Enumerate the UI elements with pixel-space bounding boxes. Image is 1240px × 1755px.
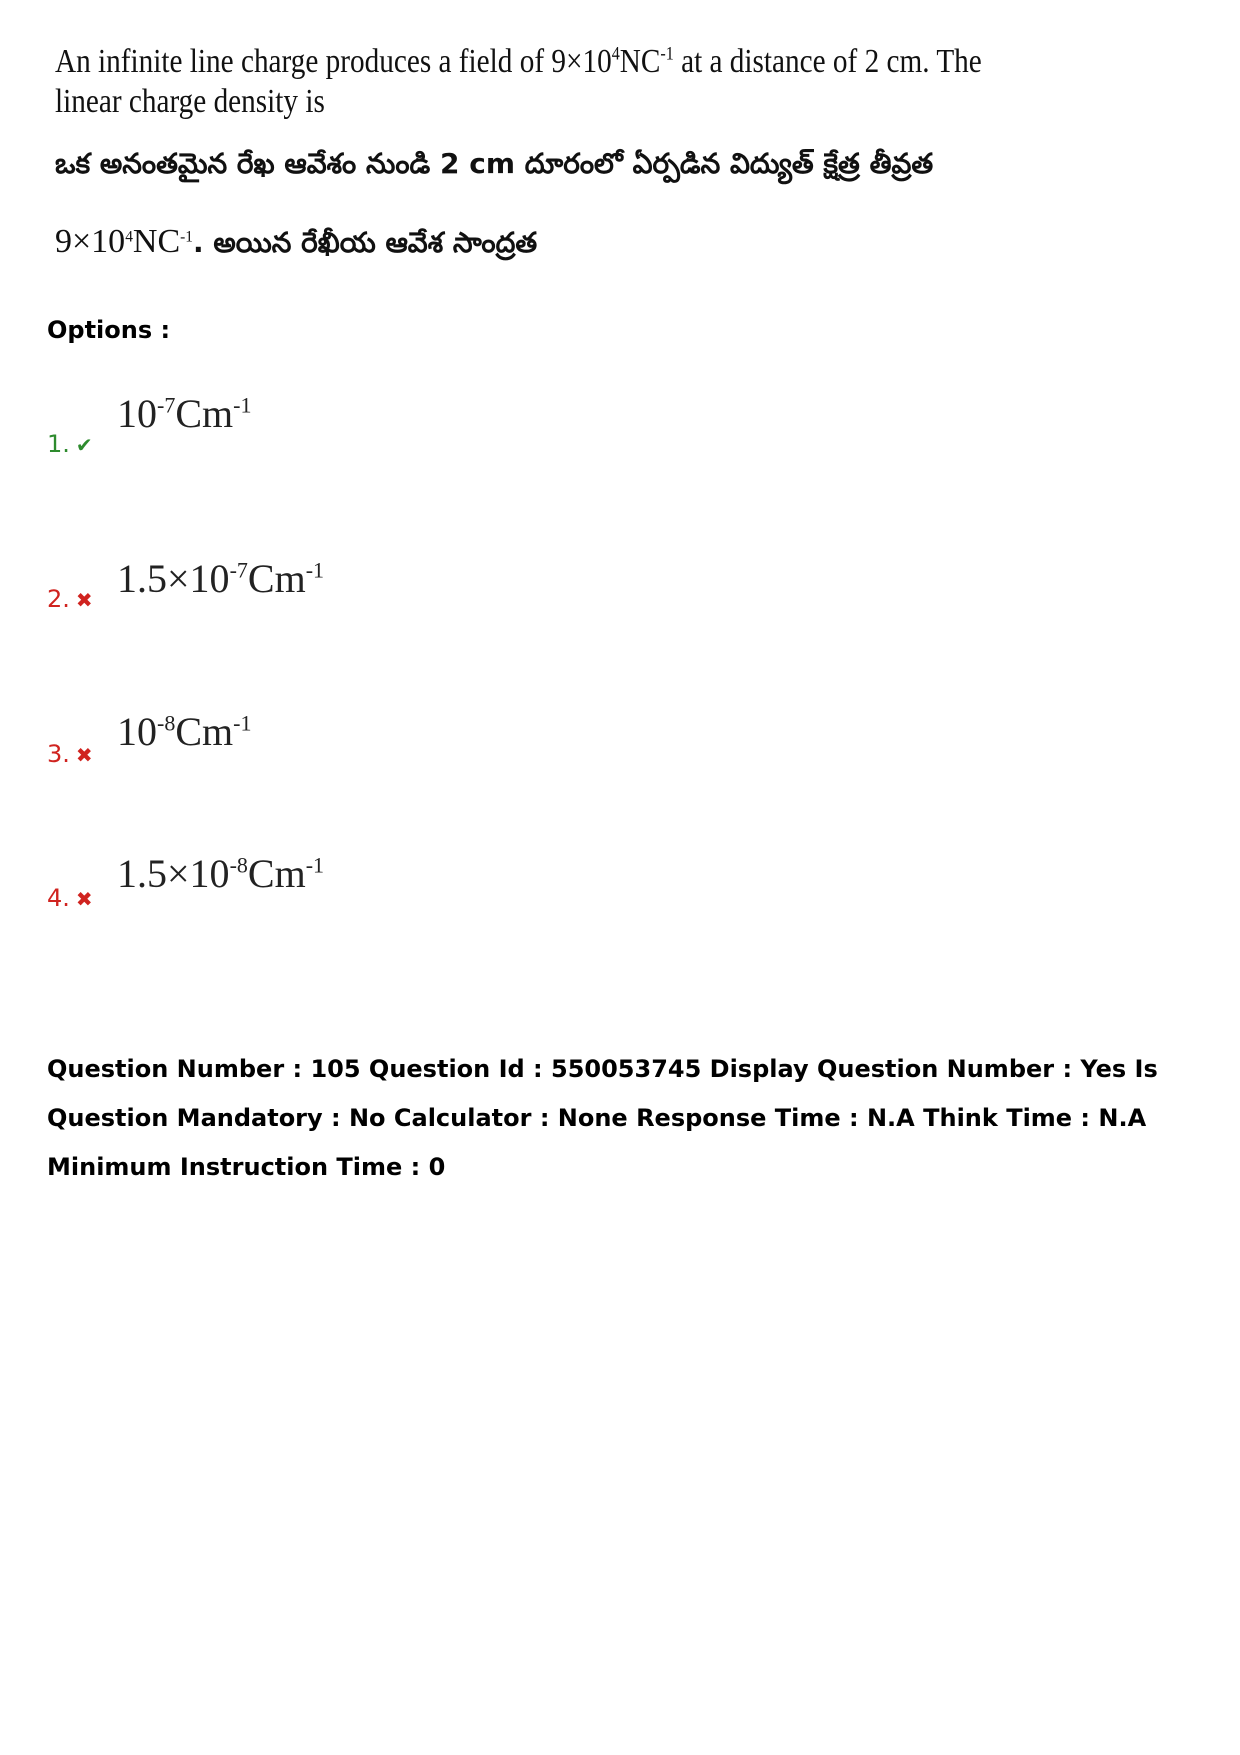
option-unit: Cm (175, 709, 234, 754)
exponent: 4 (125, 228, 133, 246)
option-number (47, 585, 93, 613)
option-number (47, 430, 93, 458)
cross-icon: ✖ (75, 887, 93, 911)
question-english-line-1 (55, 42, 982, 82)
option-exponent: -7 (229, 557, 248, 583)
option-unit-exponent: -1 (233, 392, 252, 418)
question-text-image (55, 42, 982, 263)
option-base: 10 (117, 391, 157, 436)
option-base: 1.5×10 (117, 556, 230, 601)
unit-text: NC (132, 223, 181, 260)
question-metadata: Question Number : 105 Question Id : 550053745 Display Question Number : Yes Is Question Mandatory : No Calculator : None Response Time : N.A Think Time : N.A Minimum Instruction Time : 0 (47, 1055, 1158, 1181)
telugu-line-2-value: 9×10 (55, 223, 126, 260)
option-number-text: 3. (47, 740, 70, 768)
option-exponent: -8 (229, 852, 248, 878)
option-value (117, 850, 324, 897)
option-unit-exponent: -1 (305, 852, 325, 878)
option-base: 1.5×10 (117, 851, 230, 896)
option-unit: Cm (175, 391, 234, 436)
option-number (47, 740, 93, 768)
check-icon: ✔ (75, 433, 93, 457)
option-number-text: 1. (47, 430, 70, 458)
exponent: 4 (611, 43, 620, 65)
options-label: Options : (47, 316, 171, 344)
option-unit: Cm (247, 851, 306, 896)
exponent: -1 (180, 228, 193, 246)
option-base: 10 (117, 709, 157, 754)
question-telugu-line-2 (55, 222, 955, 263)
exponent: -1 (660, 43, 674, 65)
option-number-text: 2. (47, 585, 70, 613)
option-unit: Cm (247, 556, 306, 601)
option-unit-exponent: -1 (233, 710, 252, 736)
option-number (47, 884, 93, 912)
cross-icon: ✖ (75, 743, 93, 767)
option-exponent: -8 (157, 710, 176, 736)
cross-icon: ✖ (75, 588, 93, 612)
option-value (117, 390, 251, 437)
question-english-line-2: linear charge density is (55, 83, 325, 120)
option-number-text: 4. (47, 884, 70, 912)
option-unit-exponent: -1 (305, 557, 325, 583)
english-line-1-text: An infinite line charge produces a field of 9×10 (55, 43, 612, 80)
option-exponent: -7 (157, 392, 176, 418)
question-telugu-line-1: ఒక అనంతమైన రేఖ ఆవేశం నుండి 2 cm దూరంలో ఏర్పడిన విద్యుత్ క్షేత్ర తీవ్రత (55, 147, 934, 180)
option-value (117, 708, 251, 755)
unit-text: NC (619, 43, 661, 80)
option-value (117, 555, 324, 602)
telugu-line-2-rest: . అయిన రేఖీయ ఆవేశ సాంద్రత (192, 226, 538, 259)
english-line-1-rest: at a distance of 2 cm. The (673, 43, 982, 80)
